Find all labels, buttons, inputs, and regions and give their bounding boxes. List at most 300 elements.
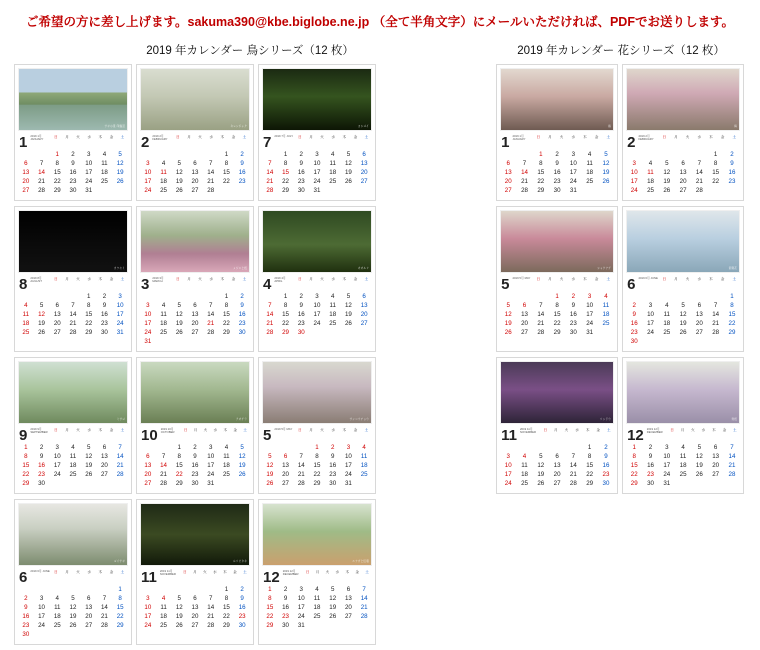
day-cell-empty [156, 586, 172, 595]
weekday-label: 土 [732, 135, 737, 139]
day-cell: 20 [344, 603, 352, 611]
calendar-sheet[interactable] [14, 64, 132, 201]
day-cell: 9 [299, 159, 303, 167]
day-cell: 12 [695, 452, 703, 460]
month-number: 6 [627, 275, 636, 293]
day-cell-empty [140, 293, 156, 302]
day-cell: 13 [360, 301, 368, 309]
day-cell: 30 [238, 621, 246, 629]
weekday-label: 火 [76, 276, 80, 281]
month-info: 2019 1月 JANUARY [512, 134, 526, 142]
day-cell: 7 [697, 159, 702, 167]
day-cell: 19 [329, 603, 337, 611]
day-cell: 15 [586, 461, 594, 469]
calendar-sheet[interactable] [136, 357, 254, 494]
day-cell: 31 [85, 186, 93, 194]
day-cell: 21 [207, 319, 215, 327]
calendar-sheet[interactable] [258, 206, 376, 352]
day-cell: 7 [39, 159, 44, 167]
day-cell: 24 [144, 186, 152, 194]
day-cell: 31 [663, 479, 671, 487]
day-cell: 11 [647, 168, 654, 176]
day-cell: 20 [695, 319, 703, 327]
day-cell: 14 [569, 461, 577, 469]
day-cell: 13 [712, 452, 720, 460]
day-cell: 18 [69, 461, 77, 469]
day-cell-empty [140, 151, 156, 160]
day-cell: 29 [728, 328, 736, 336]
day-cell: 18 [160, 319, 167, 327]
weekday-label: 金 [231, 276, 236, 281]
day-cell: 26 [602, 177, 610, 185]
day-cell: 2 [240, 151, 244, 158]
day-cell: 5 [330, 585, 335, 593]
day-cell: 8 [315, 452, 319, 460]
calendar-sheet[interactable] [136, 206, 254, 352]
day-cell: 22 [85, 319, 93, 327]
day-cell: 1 [555, 292, 559, 300]
weekday-label: 木 [98, 427, 103, 432]
calendar-sheet[interactable] [496, 357, 618, 494]
day-cell: 14 [116, 452, 124, 460]
day-cell: 19 [238, 461, 246, 469]
day-cell: 23 [238, 319, 246, 327]
day-cell: 29 [313, 479, 321, 487]
day-cell: 31 [144, 337, 152, 345]
weekday-label: 金 [109, 427, 114, 432]
day-cell: 31 [344, 479, 352, 487]
day-cell: 13 [282, 461, 289, 469]
day-cell: 31 [313, 186, 321, 194]
calendar-sheet[interactable] [622, 206, 744, 352]
calendar-photo [140, 361, 250, 424]
day-cell: 26 [38, 328, 45, 336]
day-cell: 10 [207, 452, 215, 460]
weekday-label: 月 [65, 427, 69, 432]
day-cell: 29 [222, 328, 230, 336]
weekday-label: 火 [203, 569, 207, 574]
weekday-label: 月 [315, 569, 320, 574]
month-block [140, 134, 250, 150]
day-cell: 2 [604, 443, 608, 451]
day-cell: 30 [297, 328, 305, 336]
month-number: 1 [19, 134, 28, 151]
month-block [626, 427, 740, 443]
day-cell: 23 [22, 621, 30, 629]
day-cell: 14 [100, 603, 108, 611]
calendar-sheet[interactable] [136, 499, 254, 645]
day-cell: 9 [39, 452, 44, 460]
calendar-sheet[interactable] [496, 64, 618, 201]
day-cell: 3 [315, 292, 319, 300]
day-cell: 24 [647, 328, 654, 336]
day-cell-empty [691, 293, 707, 302]
day-cell: 26 [344, 319, 352, 327]
day-grid [262, 586, 372, 631]
day-cell: 15 [85, 310, 93, 318]
day-cell: 11 [521, 461, 528, 469]
day-cell: 4 [161, 594, 166, 602]
day-cell: 23 [282, 612, 289, 620]
weekday-label: 金 [233, 569, 237, 574]
weekday-label: 月 [309, 135, 313, 139]
day-cell: 16 [100, 310, 108, 318]
day-cell: 14 [521, 168, 528, 176]
day-cell: 2 [330, 443, 335, 451]
weekday-label: 日 [536, 276, 541, 281]
day-cell: 8 [177, 452, 181, 460]
month-number: 9 [19, 426, 28, 444]
day-cell: 23 [38, 470, 45, 478]
day-grid [500, 293, 614, 338]
calendar-sheet[interactable] [258, 357, 376, 494]
day-cell: 5 [86, 443, 91, 451]
calendar-photo [626, 68, 740, 131]
day-cell-empty [533, 444, 549, 453]
weekday-label: 木 [342, 276, 347, 281]
weekday-label: 金 [231, 135, 236, 139]
day-cell: 21 [100, 612, 108, 620]
month-block [140, 569, 250, 585]
weekday-label: 日 [543, 427, 548, 432]
day-cell: 18 [602, 310, 610, 318]
day-cell: 26 [238, 470, 246, 478]
weekday-label: 木 [583, 135, 587, 139]
day-cell: 11 [586, 159, 593, 167]
weekday-label: 火 [320, 135, 324, 139]
weekday-label: 日 [183, 569, 187, 574]
day-grid [262, 151, 372, 196]
day-cell: 18 [586, 168, 594, 176]
day-cell: 15 [222, 168, 230, 176]
month-info: 2019 10月 OCTOBER [160, 426, 175, 435]
day-cell: 31 [116, 328, 124, 336]
day-cell: 26 [266, 479, 274, 487]
day-cell: 30 [22, 630, 30, 638]
weekday-label: 日 [298, 276, 302, 281]
day-cell: 5 [118, 151, 122, 158]
day-cell: 5 [539, 452, 543, 460]
calendar-sheet[interactable] [258, 499, 376, 645]
day-cell: 19 [175, 319, 183, 327]
day-cell: 22 [313, 470, 321, 478]
day-cell: 1 [24, 443, 28, 451]
calendar-sheet[interactable] [14, 206, 132, 352]
calendar-photo [262, 361, 372, 424]
weekday-label: 水 [701, 427, 706, 432]
day-cell: 20 [100, 461, 108, 469]
day-cell: 12 [602, 159, 610, 167]
weekday-label: 火 [559, 276, 564, 281]
day-cell: 28 [360, 612, 368, 620]
day-cell: 24 [313, 319, 321, 327]
day-cell: 21 [569, 470, 577, 478]
day-cell: 27 [22, 186, 30, 194]
month-info: 2019 4月 APRIL [274, 275, 286, 284]
day-grid [140, 293, 250, 347]
calendar-photo [500, 210, 614, 273]
month-block [262, 276, 372, 292]
day-cell: 19 [116, 168, 124, 176]
day-cell: 22 [222, 319, 230, 327]
weekday-label: 土 [606, 276, 611, 281]
day-cell: 13 [553, 461, 561, 469]
day-cell-empty [516, 293, 532, 302]
day-cell: 25 [160, 328, 167, 336]
day-cell: 12 [38, 310, 45, 318]
weekday-header [180, 569, 250, 585]
calendar-photo [18, 68, 128, 131]
day-cell: 14 [712, 310, 720, 318]
day-cell: 9 [571, 301, 576, 309]
weekday-label: 日 [536, 135, 541, 139]
day-cell: 12 [116, 159, 124, 167]
day-cell-empty [156, 444, 172, 453]
day-cell: 4 [587, 151, 592, 158]
weekday-label: 土 [243, 569, 247, 574]
day-cell: 8 [283, 159, 288, 167]
photo-caption: サギの里 印旛沼 [104, 125, 125, 129]
day-cell: 8 [86, 301, 91, 309]
day-cell: 1 [283, 151, 288, 158]
day-cell: 4 [102, 151, 107, 158]
day-cell: 27 [504, 186, 512, 194]
weekday-label: 日 [298, 135, 302, 139]
weekday-label: 火 [685, 135, 690, 139]
day-cell: 7 [268, 301, 272, 309]
day-cell-empty [659, 151, 675, 160]
day-cell: 26 [329, 612, 337, 620]
weekday-header [50, 427, 128, 443]
day-cell: 29 [630, 479, 638, 487]
weekday-label: 金 [594, 276, 599, 281]
day-cell: 18 [222, 461, 230, 469]
day-grid [262, 293, 372, 338]
month-info: 2019 7月 JULY [274, 134, 294, 138]
day-cell: 5 [177, 301, 181, 309]
day-cell-empty [516, 444, 532, 453]
day-cell: 20 [553, 470, 561, 478]
day-cell: 2 [193, 443, 197, 451]
day-cell: 3 [39, 594, 44, 602]
weekday-label: 水 [331, 276, 335, 281]
weekday-label: 月 [65, 135, 69, 139]
day-cell-empty [626, 151, 642, 160]
day-cell: 27 [100, 470, 108, 478]
day-cell: 7 [71, 301, 75, 309]
day-cell: 3 [86, 151, 91, 158]
day-cell: 22 [222, 177, 230, 185]
calendar-sheet[interactable] [496, 206, 618, 352]
day-cell: 15 [116, 603, 124, 611]
day-cell: 3 [315, 151, 319, 158]
month-number: 10 [141, 426, 158, 444]
month-info: 2019 5月 MAY [512, 275, 531, 280]
day-cell: 4 [161, 159, 166, 167]
weekday-label: 木 [345, 569, 350, 574]
weekday-label: 日 [662, 135, 667, 139]
month-info: 2019 2月 FEBRUARY [152, 134, 168, 142]
calendar-sheet[interactable] [14, 357, 132, 494]
day-cell: 29 [537, 186, 545, 194]
day-cell: 28 [207, 328, 215, 336]
day-cell-empty [675, 151, 691, 160]
weekday-label: 木 [342, 427, 347, 432]
day-cell: 26 [537, 479, 545, 487]
day-cell: 5 [665, 159, 669, 167]
weekday-label: 土 [606, 427, 611, 432]
day-cell: 11 [160, 603, 167, 611]
bird-series-title: 2019 年カレンダー 鳥シリーズ（12 枚） [146, 45, 354, 57]
bird-series-grid [12, 64, 488, 650]
day-cell: 12 [537, 461, 545, 469]
day-cell: 15 [630, 461, 638, 469]
day-cell-empty [642, 293, 658, 302]
day-cell-empty [18, 586, 34, 595]
weekday-label: 日 [176, 276, 180, 281]
day-cell-empty [171, 586, 187, 595]
day-cell: 23 [191, 470, 199, 478]
weekday-label: 金 [353, 135, 358, 139]
day-cell: 23 [297, 177, 305, 185]
day-cell-empty [262, 293, 278, 302]
calendar-sheet[interactable] [622, 64, 744, 201]
day-cell: 19 [344, 168, 352, 176]
day-cell: 24 [38, 621, 45, 629]
day-cell: 18 [663, 319, 671, 327]
weekday-header [658, 134, 740, 150]
day-cell: 2 [730, 151, 734, 158]
month-info: 2019 2月 FEBRUARY [638, 134, 654, 142]
day-cell: 6 [24, 159, 28, 167]
day-cell: 23 [728, 177, 736, 185]
weekday-label: 月 [309, 276, 313, 281]
day-cell: 8 [118, 594, 122, 602]
calendar-sheet[interactable] [622, 357, 744, 494]
weekday-label: 木 [220, 135, 225, 139]
day-cell: 20 [53, 319, 61, 327]
day-cell: 23 [297, 319, 305, 327]
weekday-label: 水 [575, 427, 579, 432]
weekday-label: 金 [353, 427, 358, 432]
calendar-sheet[interactable] [136, 64, 254, 201]
day-cell: 26 [175, 186, 183, 194]
day-cell: 25 [53, 621, 61, 629]
day-cell: 13 [22, 168, 30, 176]
weekday-label: 金 [355, 569, 359, 574]
weekday-label: 火 [198, 135, 202, 139]
day-cell: 1 [268, 585, 272, 593]
day-cell: 15 [222, 603, 230, 611]
day-cell: 10 [586, 301, 594, 309]
weekday-label: 木 [98, 569, 103, 574]
weekday-label: 火 [198, 276, 202, 281]
day-cell-empty [533, 293, 549, 302]
day-cell: 2 [102, 292, 107, 300]
day-cell: 29 [175, 479, 183, 487]
month-number: 1 [501, 134, 510, 151]
day-cell: 22 [22, 470, 30, 478]
day-cell-empty [642, 151, 658, 160]
day-cell: 14 [160, 461, 167, 469]
day-cell: 24 [297, 612, 305, 620]
month-info: 2019 6月 JUNE [30, 568, 50, 573]
day-cell: 25 [663, 328, 671, 336]
day-grid [626, 151, 740, 196]
day-cell: 1 [283, 292, 288, 300]
day-cell: 5 [268, 452, 272, 460]
day-cell: 21 [695, 177, 703, 185]
day-cell: 10 [144, 603, 152, 611]
weekday-label: 水 [209, 135, 213, 139]
day-cell: 14 [360, 594, 368, 602]
day-cell-empty [34, 293, 50, 302]
day-cell: 18 [329, 168, 337, 176]
day-cell: 10 [344, 452, 352, 460]
day-cell: 15 [728, 310, 736, 318]
day-cell: 30 [238, 328, 246, 336]
day-cell: 1 [713, 151, 718, 158]
day-cell: 23 [553, 177, 561, 185]
month-number: 5 [501, 275, 510, 293]
day-cell: 26 [344, 177, 352, 185]
weekday-label: 木 [709, 276, 713, 281]
weekday-label: 木 [709, 135, 713, 139]
day-cell: 10 [53, 452, 61, 460]
day-cell: 22 [282, 319, 289, 327]
day-cell: 17 [504, 470, 512, 478]
flower-series-column [494, 42, 748, 499]
day-cell: 30 [569, 328, 577, 336]
weekday-label: 水 [213, 569, 217, 574]
day-cell: 9 [240, 301, 244, 309]
day-cell: 16 [238, 168, 246, 176]
photo-caption: メジロと桜 [233, 267, 247, 271]
weekday-label: 水 [213, 427, 218, 432]
weekday-label: 土 [732, 276, 737, 281]
day-cell: 5 [697, 443, 702, 451]
weekday-label: 金 [233, 427, 237, 432]
day-cell: 25 [679, 470, 687, 478]
day-cell: 24 [85, 177, 93, 185]
weekday-label: 土 [243, 427, 247, 432]
day-cell: 11 [22, 310, 30, 318]
month-block [262, 427, 372, 443]
day-grid [626, 293, 740, 347]
month-block [140, 276, 250, 292]
day-cell: 11 [223, 452, 230, 460]
day-cell: 17 [53, 461, 61, 469]
calendar-photo [626, 361, 740, 424]
day-cell: 2 [632, 301, 636, 309]
weekday-label: 火 [76, 427, 80, 432]
day-cell: 9 [299, 301, 303, 309]
day-cell: 9 [604, 452, 608, 460]
day-cell: 3 [587, 292, 592, 300]
calendar-photo [262, 210, 372, 273]
calendar-sheet[interactable] [14, 499, 132, 645]
weekday-label: 水 [571, 276, 576, 281]
day-cell: 4 [55, 594, 59, 602]
day-cell: 26 [175, 328, 183, 336]
weekday-label: 金 [109, 569, 114, 574]
day-cell: 4 [648, 159, 653, 167]
month-info: 2019 6月 JUNE [638, 275, 658, 280]
day-cell: 25 [360, 470, 368, 478]
month-number: 2 [627, 134, 636, 151]
calendar-sheet[interactable] [258, 64, 376, 201]
day-cell: 19 [85, 461, 93, 469]
